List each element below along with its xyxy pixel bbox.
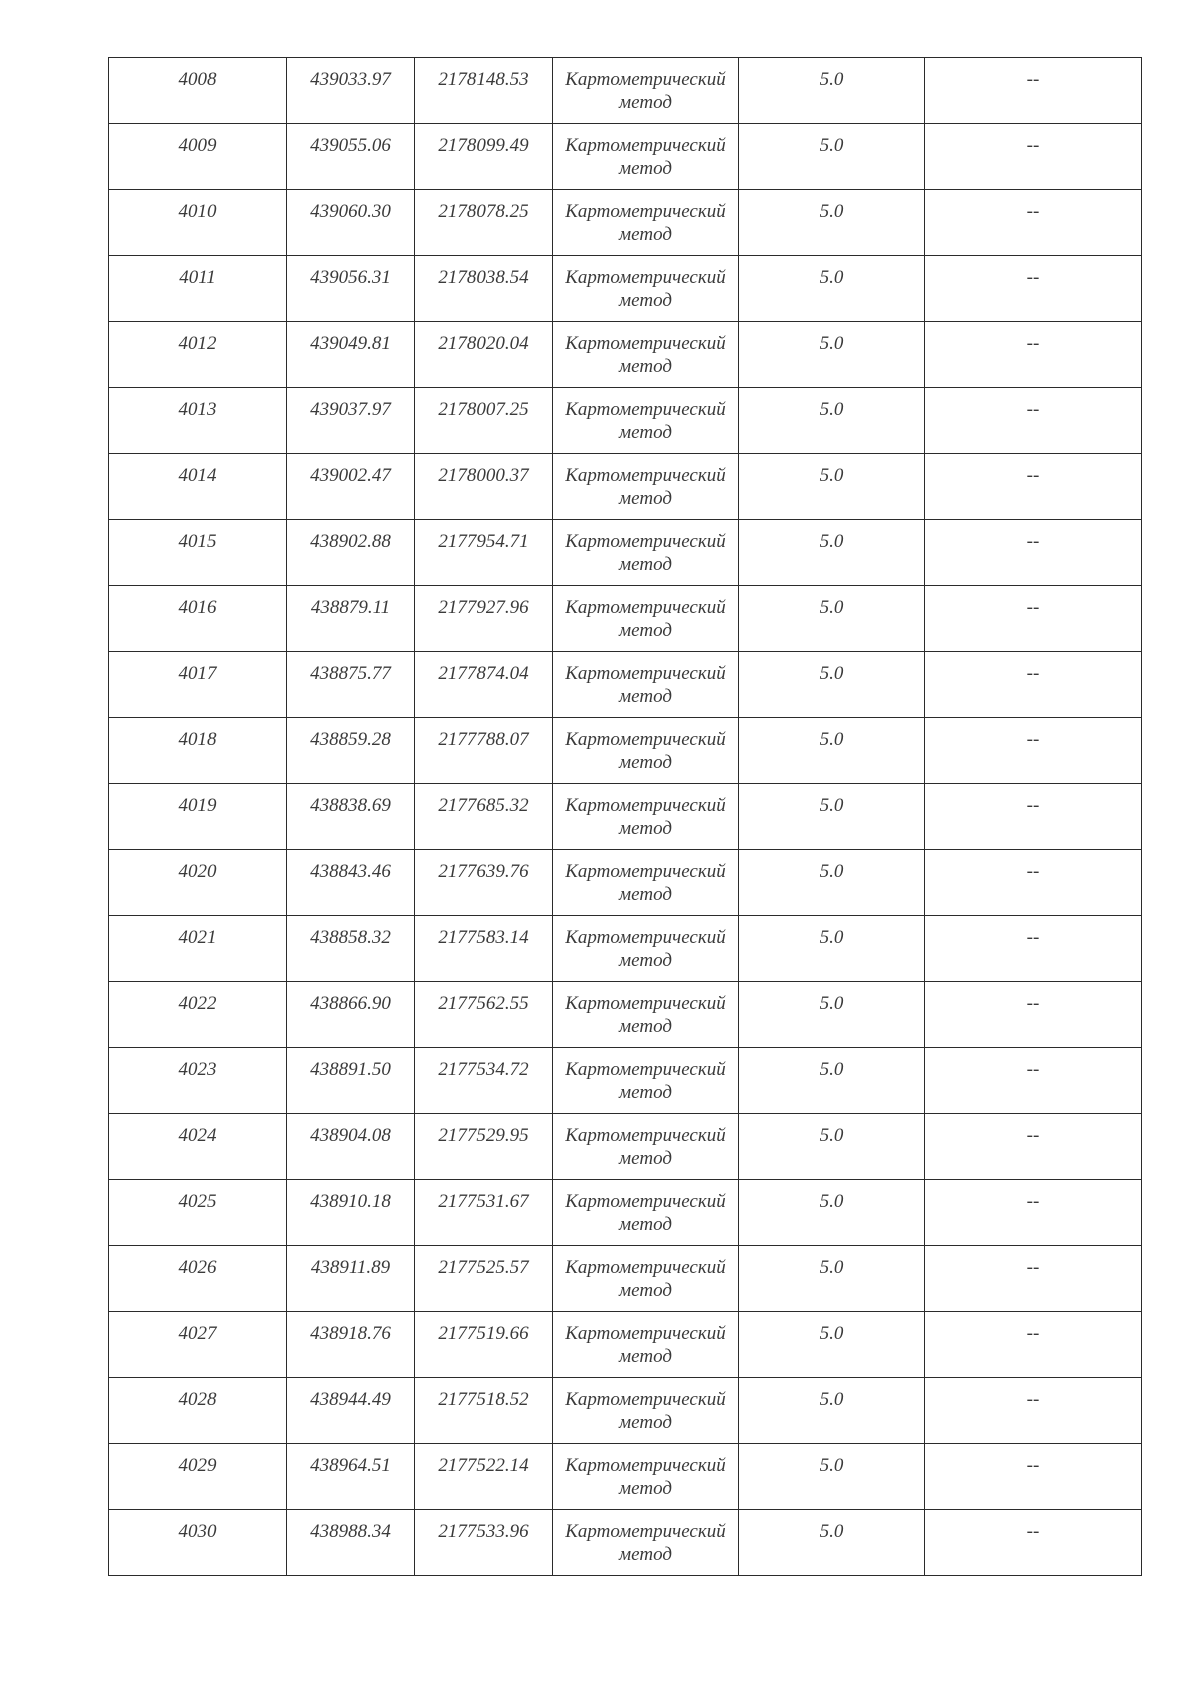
- table-row: [109, 1510, 1142, 1576]
- accuracy-cell: 5.0: [739, 1378, 925, 1444]
- x-coordinate-cell: 438875.77: [287, 652, 415, 718]
- accuracy-cell: 5.0: [739, 1246, 925, 1312]
- method-cell: Картометрический метод: [553, 58, 739, 124]
- method-cell: Картометрический метод: [553, 850, 739, 916]
- method-cell: Картометрический метод: [553, 1114, 739, 1180]
- accuracy-cell: 5.0: [739, 850, 925, 916]
- x-coordinate-cell: 438902.88: [287, 520, 415, 586]
- table-row: [109, 1048, 1142, 1114]
- table-row: [109, 652, 1142, 718]
- method-cell: Картометрический метод: [553, 190, 739, 256]
- table-row: [109, 520, 1142, 586]
- accuracy-cell: 5.0: [739, 1180, 925, 1246]
- y-coordinate-cell: 2177874.04: [415, 652, 553, 718]
- note-cell: --: [925, 1246, 1142, 1312]
- y-coordinate-cell: 2178078.25: [415, 190, 553, 256]
- method-cell: Картометрический метод: [553, 586, 739, 652]
- x-coordinate-cell: 439049.81: [287, 322, 415, 388]
- point-number-cell: 4015: [109, 520, 287, 586]
- accuracy-cell: 5.0: [739, 388, 925, 454]
- note-cell: --: [925, 784, 1142, 850]
- y-coordinate-cell: 2178038.54: [415, 256, 553, 322]
- table-row: [109, 916, 1142, 982]
- table-row: [109, 1246, 1142, 1312]
- x-coordinate-cell: 438891.50: [287, 1048, 415, 1114]
- accuracy-cell: 5.0: [739, 982, 925, 1048]
- method-cell: Картометрический метод: [553, 1246, 739, 1312]
- note-cell: --: [925, 1510, 1142, 1576]
- x-coordinate-cell: 438911.89: [287, 1246, 415, 1312]
- note-cell: --: [925, 190, 1142, 256]
- x-coordinate-cell: 438910.18: [287, 1180, 415, 1246]
- note-cell: --: [925, 1312, 1142, 1378]
- table-row: [109, 784, 1142, 850]
- y-coordinate-cell: 2177529.95: [415, 1114, 553, 1180]
- method-cell: Картометрический метод: [553, 256, 739, 322]
- point-number-cell: 4022: [109, 982, 287, 1048]
- method-cell: Картометрический метод: [553, 784, 739, 850]
- table-row: [109, 850, 1142, 916]
- x-coordinate-cell: 438858.32: [287, 916, 415, 982]
- note-cell: --: [925, 1180, 1142, 1246]
- method-cell: Картометрический метод: [553, 916, 739, 982]
- table-row: [109, 58, 1142, 124]
- table-row: [109, 1378, 1142, 1444]
- method-cell: Картометрический метод: [553, 1180, 739, 1246]
- point-number-cell: 4014: [109, 454, 287, 520]
- accuracy-cell: 5.0: [739, 1114, 925, 1180]
- y-coordinate-cell: 2177533.96: [415, 1510, 553, 1576]
- point-number-cell: 4029: [109, 1444, 287, 1510]
- point-number-cell: 4009: [109, 124, 287, 190]
- note-cell: --: [925, 124, 1142, 190]
- x-coordinate-cell: 438918.76: [287, 1312, 415, 1378]
- y-coordinate-cell: 2177639.76: [415, 850, 553, 916]
- note-cell: --: [925, 520, 1142, 586]
- y-coordinate-cell: 2177522.14: [415, 1444, 553, 1510]
- point-number-cell: 4016: [109, 586, 287, 652]
- y-coordinate-cell: 2178000.37: [415, 454, 553, 520]
- method-cell: Картометрический метод: [553, 1444, 739, 1510]
- table-body: [109, 58, 1142, 1576]
- note-cell: --: [925, 1048, 1142, 1114]
- x-coordinate-cell: 438944.49: [287, 1378, 415, 1444]
- y-coordinate-cell: 2177531.67: [415, 1180, 553, 1246]
- point-number-cell: 4011: [109, 256, 287, 322]
- table-row: [109, 982, 1142, 1048]
- point-number-cell: 4024: [109, 1114, 287, 1180]
- table-row: [109, 124, 1142, 190]
- x-coordinate-cell: 438879.11: [287, 586, 415, 652]
- table-row: [109, 322, 1142, 388]
- note-cell: --: [925, 1114, 1142, 1180]
- note-cell: --: [925, 388, 1142, 454]
- point-number-cell: 4027: [109, 1312, 287, 1378]
- method-cell: Картометрический метод: [553, 454, 739, 520]
- y-coordinate-cell: 2178148.53: [415, 58, 553, 124]
- y-coordinate-cell: 2178007.25: [415, 388, 553, 454]
- note-cell: --: [925, 1378, 1142, 1444]
- method-cell: Картометрический метод: [553, 322, 739, 388]
- accuracy-cell: 5.0: [739, 520, 925, 586]
- x-coordinate-cell: 438838.69: [287, 784, 415, 850]
- x-coordinate-cell: 438904.08: [287, 1114, 415, 1180]
- method-cell: Картометрический метод: [553, 124, 739, 190]
- point-number-cell: 4020: [109, 850, 287, 916]
- accuracy-cell: 5.0: [739, 1312, 925, 1378]
- point-number-cell: 4021: [109, 916, 287, 982]
- accuracy-cell: 5.0: [739, 124, 925, 190]
- y-coordinate-cell: 2177518.52: [415, 1378, 553, 1444]
- accuracy-cell: 5.0: [739, 256, 925, 322]
- table-row: [109, 718, 1142, 784]
- x-coordinate-cell: 439002.47: [287, 454, 415, 520]
- method-cell: Картометрический метод: [553, 1378, 739, 1444]
- x-coordinate-cell: 438859.28: [287, 718, 415, 784]
- y-coordinate-cell: 2177519.66: [415, 1312, 553, 1378]
- table-row: [109, 454, 1142, 520]
- point-number-cell: 4019: [109, 784, 287, 850]
- y-coordinate-cell: 2178099.49: [415, 124, 553, 190]
- method-cell: Картометрический метод: [553, 1510, 739, 1576]
- y-coordinate-cell: 2177562.55: [415, 982, 553, 1048]
- point-number-cell: 4025: [109, 1180, 287, 1246]
- y-coordinate-cell: 2177685.32: [415, 784, 553, 850]
- y-coordinate-cell: 2177954.71: [415, 520, 553, 586]
- accuracy-cell: 5.0: [739, 1048, 925, 1114]
- table-row: [109, 1444, 1142, 1510]
- table-row: [109, 1312, 1142, 1378]
- note-cell: --: [925, 916, 1142, 982]
- y-coordinate-cell: 2177534.72: [415, 1048, 553, 1114]
- table-row: [109, 256, 1142, 322]
- x-coordinate-cell: 439056.31: [287, 256, 415, 322]
- accuracy-cell: 5.0: [739, 454, 925, 520]
- point-number-cell: 4028: [109, 1378, 287, 1444]
- x-coordinate-cell: 439055.06: [287, 124, 415, 190]
- method-cell: Картометрический метод: [553, 1048, 739, 1114]
- point-number-cell: 4013: [109, 388, 287, 454]
- coordinates-table: [108, 57, 1142, 1576]
- y-coordinate-cell: 2177927.96: [415, 586, 553, 652]
- method-cell: Картометрический метод: [553, 982, 739, 1048]
- note-cell: --: [925, 718, 1142, 784]
- note-cell: --: [925, 256, 1142, 322]
- note-cell: --: [925, 1444, 1142, 1510]
- table-row: [109, 190, 1142, 256]
- note-cell: --: [925, 982, 1142, 1048]
- method-cell: Картометрический метод: [553, 388, 739, 454]
- note-cell: --: [925, 58, 1142, 124]
- point-number-cell: 4010: [109, 190, 287, 256]
- table-row: [109, 586, 1142, 652]
- x-coordinate-cell: 439060.30: [287, 190, 415, 256]
- x-coordinate-cell: 439037.97: [287, 388, 415, 454]
- note-cell: --: [925, 586, 1142, 652]
- y-coordinate-cell: 2177525.57: [415, 1246, 553, 1312]
- x-coordinate-cell: 438866.90: [287, 982, 415, 1048]
- point-number-cell: 4017: [109, 652, 287, 718]
- method-cell: Картометрический метод: [553, 1312, 739, 1378]
- accuracy-cell: 5.0: [739, 1510, 925, 1576]
- y-coordinate-cell: 2178020.04: [415, 322, 553, 388]
- x-coordinate-cell: 438843.46: [287, 850, 415, 916]
- point-number-cell: 4023: [109, 1048, 287, 1114]
- table-row: [109, 1114, 1142, 1180]
- y-coordinate-cell: 2177788.07: [415, 718, 553, 784]
- note-cell: --: [925, 850, 1142, 916]
- x-coordinate-cell: 439033.97: [287, 58, 415, 124]
- table-row: [109, 388, 1142, 454]
- point-number-cell: 4026: [109, 1246, 287, 1312]
- accuracy-cell: 5.0: [739, 58, 925, 124]
- method-cell: Картометрический метод: [553, 718, 739, 784]
- y-coordinate-cell: 2177583.14: [415, 916, 553, 982]
- note-cell: --: [925, 454, 1142, 520]
- point-number-cell: 4018: [109, 718, 287, 784]
- point-number-cell: 4012: [109, 322, 287, 388]
- accuracy-cell: 5.0: [739, 322, 925, 388]
- accuracy-cell: 5.0: [739, 784, 925, 850]
- accuracy-cell: 5.0: [739, 1444, 925, 1510]
- x-coordinate-cell: 438988.34: [287, 1510, 415, 1576]
- accuracy-cell: 5.0: [739, 190, 925, 256]
- note-cell: --: [925, 322, 1142, 388]
- method-cell: Картометрический метод: [553, 652, 739, 718]
- x-coordinate-cell: 438964.51: [287, 1444, 415, 1510]
- accuracy-cell: 5.0: [739, 652, 925, 718]
- accuracy-cell: 5.0: [739, 586, 925, 652]
- table-row: [109, 1180, 1142, 1246]
- point-number-cell: 4030: [109, 1510, 287, 1576]
- point-number-cell: 4008: [109, 58, 287, 124]
- accuracy-cell: 5.0: [739, 718, 925, 784]
- method-cell: Картометрический метод: [553, 520, 739, 586]
- note-cell: --: [925, 652, 1142, 718]
- accuracy-cell: 5.0: [739, 916, 925, 982]
